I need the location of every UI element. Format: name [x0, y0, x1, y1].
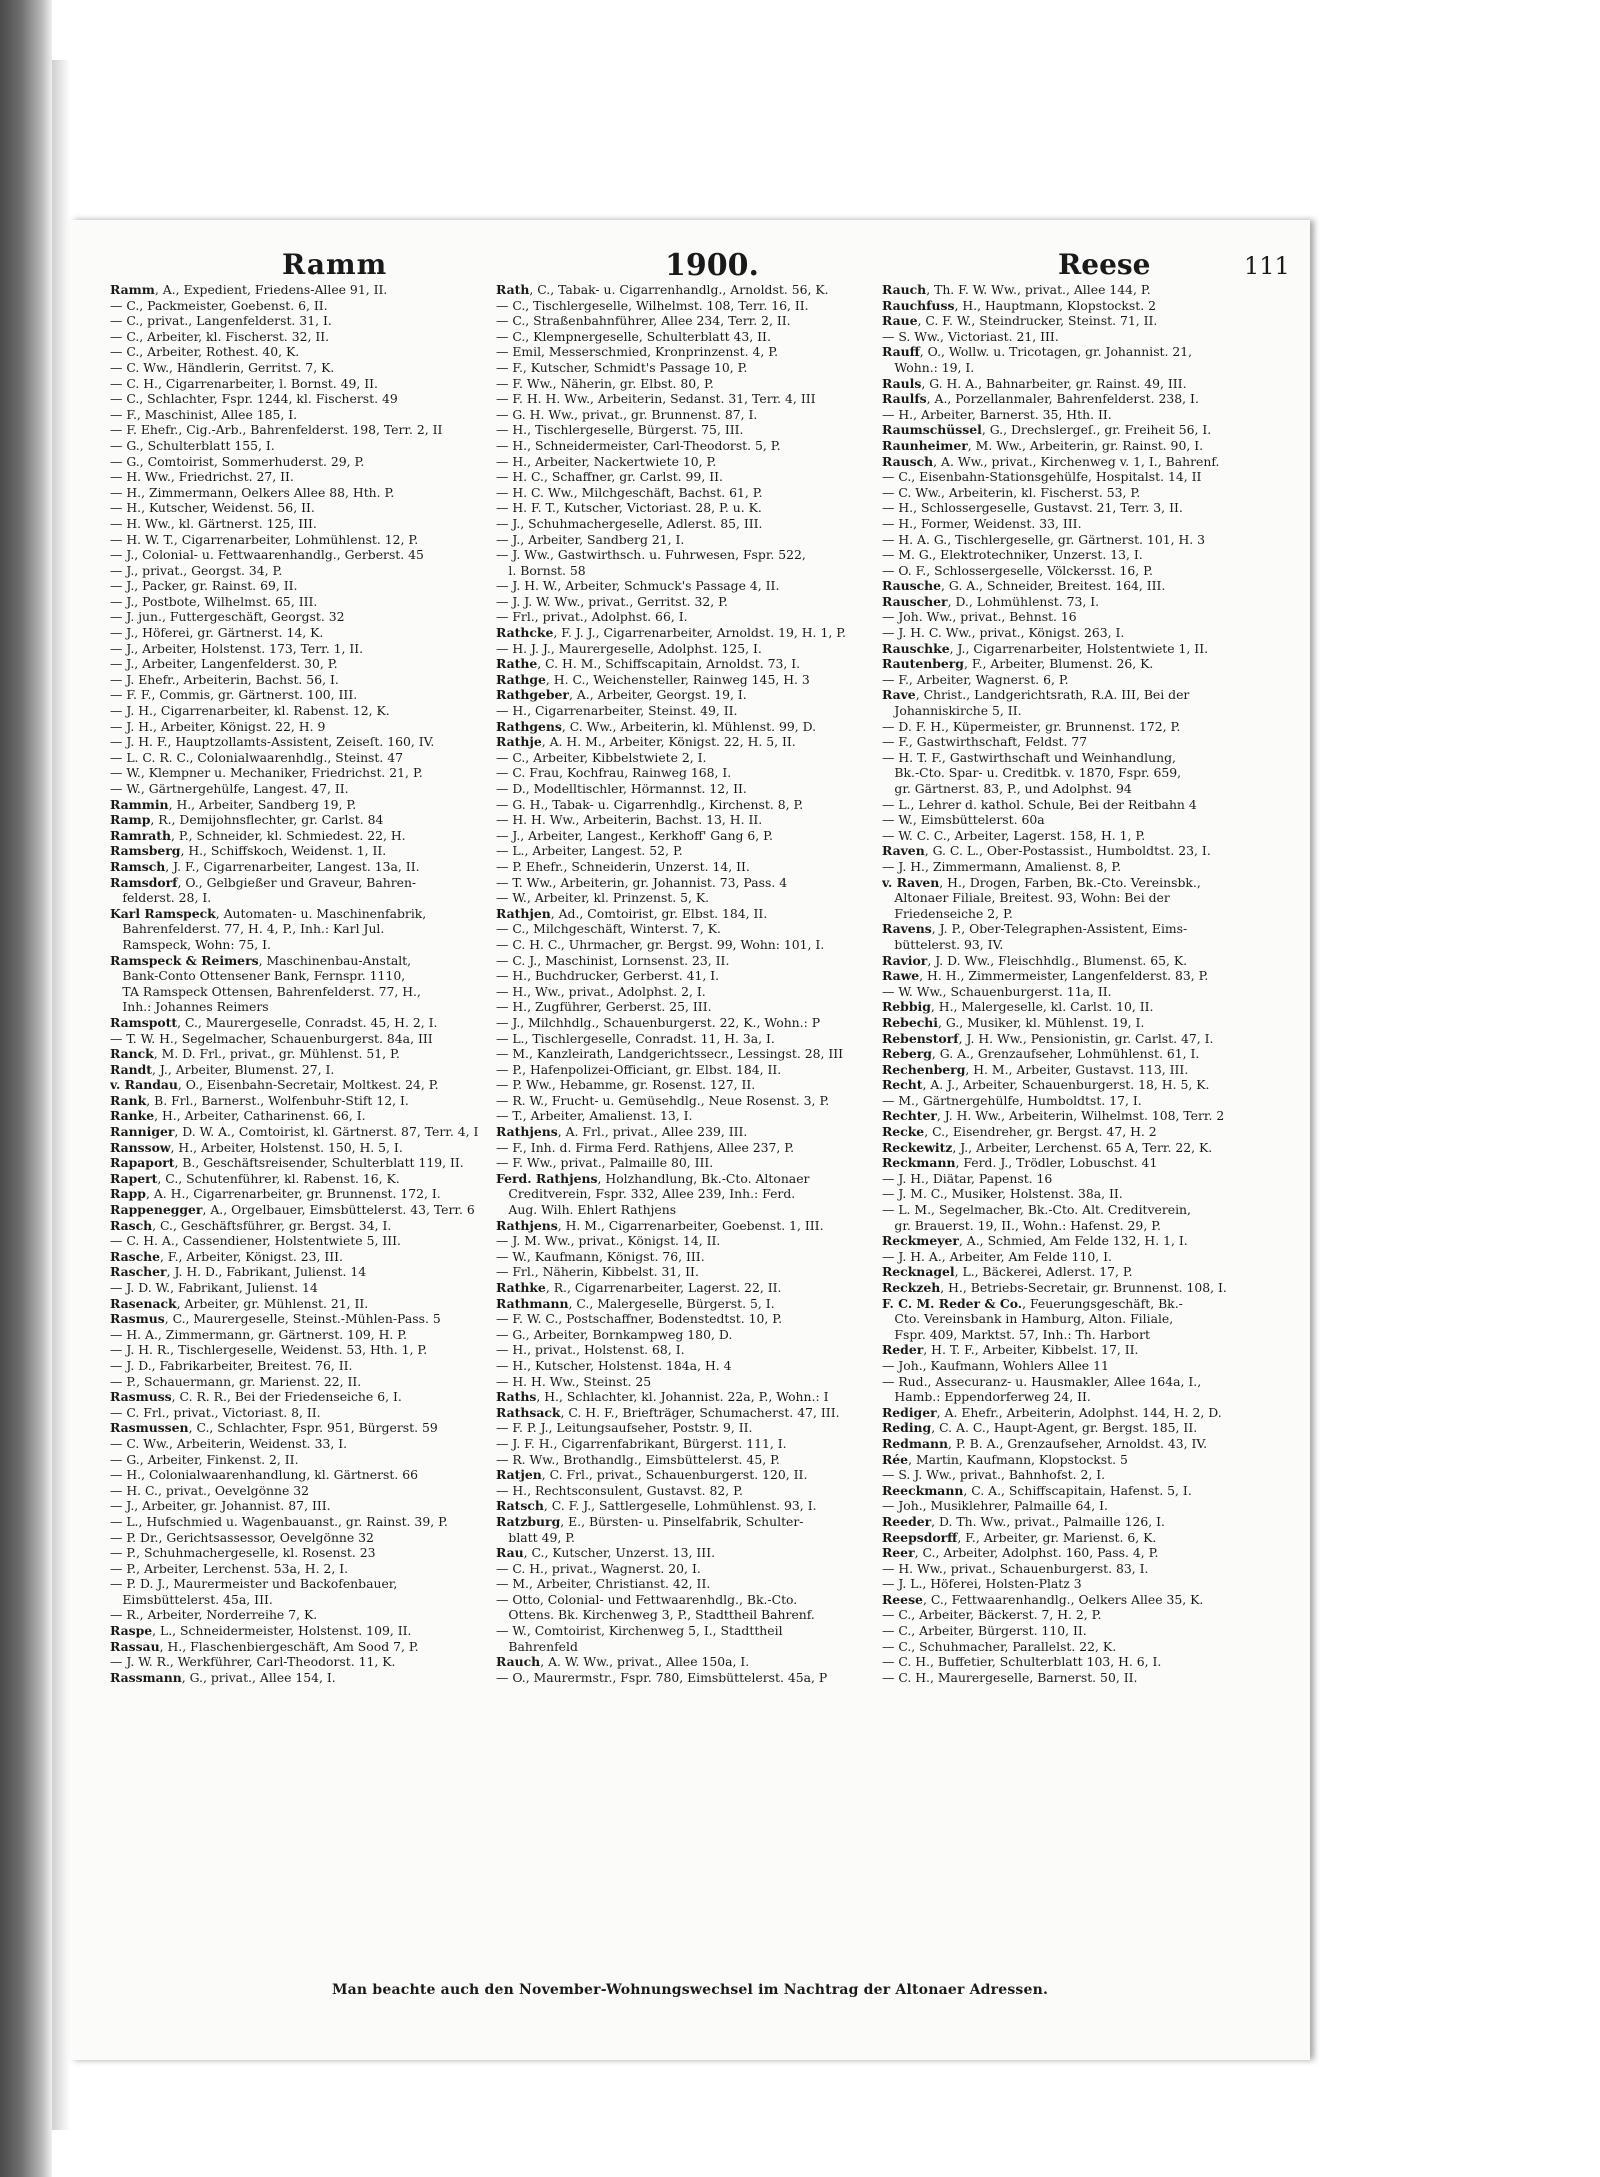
- directory-entry: Rammin, H., Arbeiter, Sandberg 19, P.: [110, 796, 357, 812]
- directory-entry: Ratjen, C. Frl., privat., Schauenburgerst. 120, II.: [496, 1467, 808, 1483]
- directory-entry: — J., Höferei, gr. Gärtnerst. 14, K.: [110, 625, 324, 641]
- directory-entry: — H. C. Ww., Milchgeschäft, Bachst. 61, P.: [496, 484, 763, 500]
- directory-entry: — H., Ww., privat., Adolphst. 2, I.: [496, 983, 706, 999]
- directory-entry: — G., Schulterblatt 155, I.: [110, 437, 275, 453]
- directory-entry: Rediger, A. Ehefr., Arbeiterin, Adolphst. 144, H. 2, D.: [882, 1404, 1222, 1420]
- directory-entry: Rathge, H. C., Weichensteller, Rainweg 145, H. 3: [496, 671, 810, 687]
- directory-entry: — H., Buchdrucker, Gerberst. 41, I.: [496, 968, 720, 984]
- directory-entry: Rauschke, J., Cigarrenarbeiter, Holstentwiete 1, II.: [882, 640, 1209, 656]
- directory-entry: Rauff, O., Wollw. u. Tricotagen, gr. Johannist. 21,: [882, 344, 1193, 360]
- directory-entry: — J., Colonial- u. Fettwaarenhandlg., Gerberst. 45: [110, 547, 424, 563]
- directory-entry: Rebenstorf, J. H. Ww., Pensionistin, gr. Carlst. 47, I.: [882, 1030, 1214, 1046]
- directory-entry: — L., Hufschmied u. Wagenbauanst., gr. Rainst. 39, P.: [110, 1513, 448, 1529]
- directory-entry: — C. Frl., privat., Victoriast. 8, II.: [110, 1404, 321, 1420]
- directory-entry: Reepsdorff, F., Arbeiter, gr. Marienst. 6, K.: [882, 1529, 1157, 1545]
- directory-entry: — C., Klempnergeselle, Schulterblatt 43, II.: [496, 328, 771, 344]
- directory-entry: Ratzburg, E., Bürsten- u. Pinselfabrik, Schulter-: [496, 1513, 804, 1529]
- directory-entry: — H. C., privat., Oevelgönne 32: [110, 1482, 310, 1498]
- directory-entry: Ranke, H., Arbeiter, Catharinenst. 66, I.: [110, 1108, 366, 1124]
- directory-entry: — L., Tischlergeselle, Conradst. 11, H. 3a, I.: [496, 1030, 775, 1046]
- directory-entry: Rebechi, G., Musiker, kl. Mühlenst. 19, I.: [882, 1014, 1145, 1030]
- directory-entry: Rank, B. Frl., Barnerst., Wolfenbuhr-Stift 12, I.: [110, 1092, 409, 1108]
- directory-entry: — H., privat., Holstenst. 68, I.: [496, 1342, 685, 1358]
- directory-entry: — W., Eimsbüttelerst. 60a: [882, 812, 1045, 828]
- directory-entry: gr. Brauerst. 19, II., Wohn.: Hafenst. 29, P.: [882, 1217, 1161, 1233]
- directory-entry: — J. H. R., Tischlergeselle, Weidenst. 53, Hth. 1, P.: [110, 1342, 428, 1358]
- directory-entry: — C. H., Cigarrenarbeiter, l. Bornst. 49, II.: [110, 375, 378, 391]
- directory-column-2: [496, 282, 874, 1972]
- directory-entry: — M., Gärtnergehülfe, Humboldtst. 17, I.: [882, 1092, 1142, 1108]
- directory-entry: — J. H. F., Hauptzollamts-Assistent, Zeiseſt. 160, IV.: [110, 734, 435, 750]
- directory-entry: Rauch, Th. F. W. Ww., privat., Allee 144, P.: [882, 282, 1151, 297]
- directory-entry: Cto. Vereinsbank in Hamburg, Alton. Filiale,: [882, 1311, 1174, 1327]
- directory-entry: Rathe, C. H. M., Schiffscapitain, Arnoldst. 73, I.: [496, 656, 801, 672]
- directory-entry: — F. W. C., Postschaffner, Bodenstedtst. 10, P.: [496, 1311, 783, 1327]
- directory-entry: Rappenegger, A., Orgelbauer, Eimsbüttelerst. 43, Terr. 6: [110, 1202, 475, 1218]
- directory-entry: Aug. Wilh. Ehlert Rathjens: [496, 1202, 677, 1218]
- directory-entry: — W., Comtoirist, Kirchenweg 5, I., Stadttheil: [496, 1623, 783, 1639]
- directory-entry: — G. H. Ww., privat., gr. Brunnenst. 87, I.: [496, 406, 758, 422]
- directory-entry: — L. M., Segelmacher, Bk.-Cto. Alt. Creditverein,: [882, 1202, 1191, 1218]
- directory-entry: Rathje, A. H. M., Arbeiter, Königst. 22, H. 5, II.: [496, 734, 796, 750]
- directory-entry: Rée, Martin, Kaufmann, Klopstockst. 5: [882, 1451, 1128, 1467]
- directory-entry: — C. Frau, Kochfrau, Rainweg 168, I.: [496, 765, 732, 781]
- directory-entry: — H., Arbeiter, Barnerst. 35, Hth. II.: [882, 406, 1112, 422]
- directory-entry: Ramsdorf, O., Gelbgießer und Graveur, Bahren-: [110, 874, 417, 890]
- directory-entry: Reckewitz, J., Arbeiter, Lerchenst. 65 A, Terr. 22, K.: [882, 1139, 1213, 1155]
- directory-entry: Karl Ramspeck, Automaten- u. Maschinenfabrik,: [110, 905, 427, 921]
- directory-entry: — M., Kanzleirath, Landgerichtssecr., Lessingst. 28, III: [496, 1046, 844, 1062]
- directory-entry: — M. G., Elektrotechniker, Unzerst. 13, I.: [882, 547, 1143, 563]
- directory-entry: Rathke, R., Cigarrenarbeiter, Lagerst. 22, II.: [496, 1280, 782, 1295]
- directory-entry: Ramsberg, H., Schiffskoch, Weidenst. 1, II.: [110, 843, 387, 859]
- directory-entry: — F., Kutscher, Schmidt's Passage 10, P.: [496, 359, 748, 375]
- directory-entry: — C., Arbeiter, Bäckerst. 7, H. 2, P.: [882, 1607, 1102, 1623]
- directory-entry: l. Bornst. 58: [496, 562, 586, 578]
- directory-entry: — L. C. R. C., Colonialwaarenhdlg., Steinst. 47: [110, 749, 404, 765]
- directory-entry: — G., Comtoirist, Sommerhuderst. 29, P.: [110, 453, 365, 469]
- directory-entry: — J. D. W., Fabrikant, Julienst. 14: [110, 1280, 318, 1295]
- directory-entry: Rathmann, C., Malergeselle, Bürgerst. 5, I.: [496, 1295, 775, 1311]
- directory-entry: Rauchfuss, H., Hauptmann, Klopstockst. 2: [882, 297, 1156, 313]
- directory-entry: — J., Arbeiter, Sandberg 21, I.: [496, 531, 685, 547]
- directory-entry: Bahrenfelderst. 77, H. 4, P., Inh.: Karl Jul.: [110, 921, 385, 937]
- directory-entry: Ramp, R., Demijohnsflechter, gr. Carlst. 84: [110, 812, 384, 828]
- directory-entry: Bahrenfeld: [496, 1638, 578, 1654]
- directory-entry: Inh.: Johannes Reimers: [110, 999, 269, 1015]
- directory-entry: — C. H. C., Uhrmacher, gr. Bergst. 99, Wohn: 101, I.: [496, 936, 825, 952]
- directory-entry: Ramspeck, Wohn: 75, I.: [110, 936, 271, 952]
- directory-entry: Rebbig, H., Malergeselle, kl. Carlst. 10, II.: [882, 999, 1154, 1015]
- directory-entry: — F. H. H. Ww., Arbeiterin, Sedanst. 31, Terr. 4, III: [496, 391, 816, 407]
- directory-entry: — C. Ww., Händlerin, Gerritst. 7, K.: [110, 359, 335, 375]
- directory-entry: — W. C. C., Arbeiter, Lagerst. 158, H. 1, P.: [882, 827, 1146, 843]
- directory-entry: Recknagel, L., Bäckerei, Adlerst. 17, P.: [882, 1264, 1133, 1280]
- directory-entry: Reese, C., Fettwaarenhandlg., Oelkers Allee 35, K.: [882, 1591, 1204, 1607]
- directory-entry: Johanniskirche 5, II.: [882, 703, 1022, 719]
- directory-entry: Raunheimer, M. Ww., Arbeiterin, gr. Rainst. 90, I.: [882, 437, 1204, 453]
- directory-entry: — R. Ww., Brothandlg., Eimsbüttelerst. 45, P.: [496, 1451, 780, 1467]
- directory-entry: — H., Colonialwaarenhandlung, kl. Gärtnerst. 66: [110, 1467, 418, 1483]
- directory-entry: — H. Ww., Friedrichst. 27, II.: [110, 469, 294, 485]
- directory-entry: Reding, C. A. C., Haupt-Agent, gr. Bergst. 185, II.: [882, 1420, 1198, 1436]
- header-right-keyword: Reese: [1058, 248, 1151, 281]
- directory-entry: — P., Schuhmachergeselle, kl. Rosenst. 23: [110, 1545, 376, 1561]
- book-spine-edge: [0, 0, 52, 2177]
- directory-entry: — H., Rechtsconsulent, Gustavst. 82, P.: [496, 1482, 743, 1498]
- directory-entry: — J. L., Höferei, Holsten-Platz 3: [882, 1576, 1082, 1592]
- directory-entry: — J., Schuhmachergeselle, Adlerst. 85, III.: [496, 515, 763, 531]
- directory-entry: — C., Arbeiter, kl. Fischerst. 32, II.: [110, 328, 330, 344]
- directory-entry: — C. Ww., Arbeiterin, kl. Fischerst. 53, P.: [882, 484, 1141, 500]
- directory-entry: — F. Ww., privat., Palmaille 80, III.: [496, 1155, 714, 1171]
- directory-entry: — J. H., Arbeiter, Königst. 22, H. 9: [110, 718, 326, 734]
- directory-entry: — J. jun., Futtergeschäft, Georgst. 32: [110, 609, 345, 625]
- directory-entry: — J. M. Ww., privat., Königst. 14, II.: [496, 1233, 721, 1249]
- directory-entry: — Frl., privat., Adolphst. 66, I.: [496, 609, 688, 625]
- directory-entry: — C., Tischlergeselle, Wilhelmst. 108, Terr. 16, II.: [496, 297, 809, 313]
- directory-entry: — W., Gärtnergehülfe, Langest. 47, II.: [110, 781, 349, 796]
- directory-entry: — Rud., Assecuranz- u. Hausmakler, Allee 164a, I.,: [882, 1373, 1202, 1389]
- directory-entry: — C. H., Maurergeselle, Barnerst. 50, II.: [882, 1669, 1138, 1685]
- directory-entry: Rathgeber, A., Arbeiter, Georgst. 19, I.: [496, 687, 747, 703]
- directory-entry: Raths, H., Schlachter, kl. Johannist. 22a, P., Wohn.: I: [496, 1389, 829, 1405]
- directory-entry: — D. F. H., Küpermeister, gr. Brunnenst. 172, P.: [882, 718, 1181, 734]
- directory-entry: Ravior, J. D. Ww., Fleischhdlg., Blumenst. 65, K.: [882, 952, 1188, 968]
- directory-entry: — H. W. T., Cigarrenarbeiter, Lohmühlenst. 12, P.: [110, 531, 419, 547]
- directory-entry: Rasenack, Arbeiter, gr. Mühlenst. 21, II.: [110, 1295, 369, 1311]
- directory-entry: — J. H., Zimmermann, Amalienst. 8, P.: [882, 858, 1122, 874]
- directory-entry: Raspe, L., Schneidermeister, Holstenst. 109, II.: [110, 1623, 412, 1639]
- header-year: 1900.: [665, 248, 759, 283]
- directory-entry: Bank-Conto Ottensener Bank, Fernspr. 1110,: [110, 968, 406, 984]
- directory-entry: Reckmeyer, A., Schmied, Am Felde 132, H. 1, I.: [882, 1233, 1188, 1249]
- directory-entry: — F. Ehefr., Cig.-Arb., Bahrenfelderst. 198, Terr. 2, II: [110, 422, 443, 438]
- directory-entry: Rasmussen, C., Schlachter, Fspr. 951, Bürgerst. 59: [110, 1420, 438, 1436]
- directory-entry: — O., Maurermstr., Fspr. 780, Eimsbüttelerst. 45a, P: [496, 1669, 828, 1685]
- directory-entry: Rauscher, D., Lohmühlenst. 73, I.: [882, 593, 1100, 609]
- directory-entry: — P. Ww., Hebamme, gr. Rosenst. 127, II.: [496, 1077, 756, 1093]
- directory-entry: — J. H. A., Arbeiter, Am Felde 110, I.: [882, 1248, 1112, 1264]
- directory-entry: Rasch, C., Geschäftsführer, gr. Bergst. 34, I.: [110, 1217, 392, 1233]
- directory-column-3: [882, 282, 1260, 1972]
- directory-entry: Rechenberg, H. M., Arbeiter, Gustavst. 113, III.: [882, 1061, 1189, 1077]
- directory-entry: — P. D. J., Maurermeister und Backofenbauer,: [110, 1576, 398, 1592]
- directory-entry: Rau, C., Kutscher, Unzerst. 13, III.: [496, 1545, 716, 1561]
- directory-entry: — R. W., Frucht- u. Gemüsehdlg., Neue Rosenst. 3, P.: [496, 1092, 830, 1108]
- directory-entry: Reckmann, Ferd. J., Trödler, Lobuschst. 41: [882, 1155, 1158, 1171]
- directory-entry: — F. Ww., Näherin, gr. Elbst. 80, P.: [496, 375, 714, 391]
- directory-entry: Altonaer Filiale, Breitest. 93, Wohn: Bei der: [882, 890, 1170, 906]
- directory-entry: Ottens. Bk. Kirchenweg 3, P., Stadttheil Bahrenf.: [496, 1607, 815, 1623]
- directory-entry: — C., Arbeiter, Kibbelstwiete 2, I.: [496, 749, 707, 765]
- directory-entry: — H. T. F., Gastwirthschaft und Weinhandlung,: [882, 749, 1176, 765]
- directory-entry: Rauch, A. W. Ww., privat., Allee 150a, I.: [496, 1654, 750, 1670]
- directory-entry: Fspr. 409, Marktst. 57, Inh.: Th. Harbort: [882, 1326, 1151, 1342]
- directory-entry: — L., Lehrer d. kathol. Schule, Bei der Reitbahn 4: [882, 796, 1197, 812]
- directory-entry: Rapaport, B., Geschäftsreisender, Schulterblatt 119, II.: [110, 1155, 464, 1171]
- directory-entry: — H., Tischlergeselle, Bürgerst. 75, III.: [496, 422, 744, 438]
- directory-entry: — P., Arbeiter, Lerchenst. 53a, H. 2, I.: [110, 1560, 349, 1576]
- directory-entry: Ramspott, C., Maurergeselle, Conradst. 45, H. 2, I.: [110, 1014, 438, 1030]
- header-left-keyword: Ramm: [282, 248, 388, 281]
- directory-entry: — J. F. H., Cigarrenfabrikant, Bürgerst. 111, I.: [496, 1435, 787, 1451]
- directory-entry: — C. J., Maschinist, Lornsenst. 23, II.: [496, 952, 730, 968]
- directory-entry: Rechter, J. H. Ww., Arbeiterin, Wilhelmst. 108, Terr. 2: [882, 1108, 1225, 1124]
- directory-entry: — P. Ehefr., Schneiderin, Unzerst. 14, II.: [496, 858, 750, 874]
- directory-entry: — J. H. W., Arbeiter, Schmuck's Passage 4, II.: [496, 578, 780, 594]
- directory-entry: Friedenseiche 2, P.: [882, 905, 1013, 921]
- directory-entry: Bk.-Cto. Spar- u. Creditbk. v. 1870, Fspr. 659,: [882, 765, 1182, 781]
- directory-entry: — H. H. Ww., Steinst. 25: [496, 1373, 652, 1389]
- directory-entry: — H., Schlossergeselle, Gustavst. 21, Terr. 3, II.: [882, 500, 1183, 516]
- directory-entry: — C. H., Buffetier, Schulterblatt 103, H. 6, I.: [882, 1654, 1162, 1670]
- directory-entry: — J., Milchhdlg., Schauenburgerst. 22, K., Wohn.: P: [496, 1014, 821, 1030]
- directory-entry: — H., Arbeiter, Nackertwiete 10, P.: [496, 453, 717, 469]
- directory-entry: — H., Zugführer, Gerberst. 25, III.: [496, 999, 712, 1015]
- directory-entry: — R., Arbeiter, Norderreihe 7, K.: [110, 1607, 318, 1623]
- directory-entry: Creditverein, Fspr. 332, Allee 239, Inh.: Ferd.: [496, 1186, 796, 1202]
- directory-entry: Rapert, C., Schutenführer, kl. Rabenst. 16, K.: [110, 1170, 400, 1186]
- directory-entry: Recht, A. J., Arbeiter, Schauenburgerst. 18, H. 5, K.: [882, 1077, 1210, 1093]
- directory-entry: — W., Arbeiter, kl. Prinzenst. 5, K.: [496, 890, 710, 906]
- directory-entry: Ramm, A., Expedient, Friedens-Allee 91, II.: [110, 282, 388, 297]
- directory-entry: Rautenberg, F., Arbeiter, Blumenst. 26, K.: [882, 656, 1154, 672]
- directory-entry: — L., Arbeiter, Langest. 52, P.: [496, 843, 683, 859]
- directory-entry: — H., Schneidermeister, Carl-Theodorst. 5, P.: [496, 437, 781, 453]
- directory-entry: — J., Arbeiter, Langenfelderst. 30, P.: [110, 656, 338, 672]
- directory-entry: — C., Arbeiter, Bürgerst. 110, II.: [882, 1623, 1087, 1639]
- directory-entry: — C., Milchgeschäft, Winterst. 7, K.: [496, 921, 721, 937]
- directory-entry: felderst. 28, I.: [110, 890, 212, 906]
- directory-entry: Randt, J., Arbeiter, Blumenst. 27, I.: [110, 1061, 335, 1077]
- directory-entry: F. C. M. Reder & Co., Feuerungsgeschäft, Bk.-: [882, 1295, 1183, 1311]
- directory-entry: Recke, C., Eisendreher, gr. Bergst. 47, H. 2: [882, 1124, 1157, 1140]
- directory-entry: Rathjens, H. M., Cigarrenarbeiter, Goebenst. 1, III.: [496, 1217, 824, 1233]
- directory-entry: — C., Schlachter, Fspr. 1244, kl. Fischerst. 49: [110, 391, 398, 407]
- directory-entry: — F., Arbeiter, Wagnerst. 6, P.: [882, 671, 1069, 687]
- directory-entry: Rath, C., Tabak- u. Cigarrenhandlg., Arnoldst. 56, K.: [496, 282, 829, 297]
- directory-entry: Rassmann, G., privat., Allee 154, I.: [110, 1669, 336, 1685]
- directory-entry: — Frl., Näherin, Kibbelst. 31, II.: [496, 1264, 699, 1280]
- directory-entry: — F. P. J., Leitungsaufseher, Poststr. 9, II.: [496, 1420, 753, 1436]
- directory-entry: — J., Packer, gr. Rainst. 69, II.: [110, 578, 298, 594]
- directory-entry: — Joh., Musiklehrer, Palmaille 64, I.: [882, 1498, 1108, 1514]
- directory-entry: Rave, Christ., Landgerichtsrath, R.A. III, Bei der: [882, 687, 1190, 703]
- directory-entry: Reer, C., Arbeiter, Adolphst. 160, Pass. 4, P.: [882, 1545, 1159, 1561]
- directory-entry: — P. Dr., Gerichtsassessor, Oevelgönne 32: [110, 1529, 374, 1545]
- directory-entry: — G., Arbeiter, Bornkampweg 180, D.: [496, 1326, 733, 1342]
- directory-entry: v. Randau, O., Eisenbahn-Secretair, Moltkest. 24, P.: [110, 1077, 439, 1093]
- directory-entry: — Joh. Ww., privat., Behnst. 16: [882, 609, 1077, 625]
- directory-entry: — J., privat., Georgst. 34, P.: [110, 562, 283, 578]
- directory-entry: Rathjen, Ad., Comtoirist, gr. Elbst. 184, II.: [496, 905, 768, 921]
- directory-entry: — H., Kutscher, Weidenst. 56, II.: [110, 500, 315, 516]
- directory-entry: — J. Ww., Gastwirthsch. u. Fuhrwesen, Fspr. 522,: [496, 547, 806, 563]
- directory-entry: — J. M. C., Musiker, Holstenst. 38a, II.: [882, 1186, 1123, 1202]
- directory-entry: Rasmus, C., Maurergeselle, Steinst.-Mühlen-Pass. 5: [110, 1311, 441, 1327]
- directory-entry: — O. F., Schlossergeselle, Völckersst. 16, P.: [882, 562, 1153, 578]
- directory-entry: — F., Inh. d. Firma Ferd. Rathjens, Allee 237, P.: [496, 1139, 795, 1155]
- directory-entry: — F., Gastwirthschaft, Feldst. 77: [882, 734, 1088, 750]
- directory-entry: Rapp, A. H., Cigarrenarbeiter, gr. Brunnenst. 172, I.: [110, 1186, 441, 1202]
- directory-entry: Redmann, P. B. A., Grenzaufseher, Arnoldst. 43, IV.: [882, 1435, 1208, 1451]
- directory-entry: Ranssow, H., Arbeiter, Holstenst. 150, H. 5, I.: [110, 1139, 403, 1155]
- directory-entry: Rausche, G. A., Schneider, Breitest. 164, III.: [882, 578, 1166, 594]
- directory-entry: Rasmuss, C. R. R., Bei der Friedenseiche 6, I.: [110, 1389, 402, 1405]
- directory-entry: — Emil, Messerschmied, Kronprinzenst. 4, P.: [496, 344, 779, 360]
- directory-entry: Rathjens, A. Frl., privat., Allee 239, III.: [496, 1124, 748, 1140]
- directory-entry: Rawe, H. H., Zimmermeister, Langenfelderst. 83, P.: [882, 968, 1209, 984]
- directory-entry: — H. H. Ww., Arbeiterin, Bachst. 13, H. II.: [496, 812, 763, 828]
- directory-entry: TA Ramspeck Ottensen, Bahrenfelderst. 77, H.,: [110, 983, 421, 999]
- directory-entry: Reberg, G. A., Grenzaufseher, Lohmühlenst. 61, I.: [882, 1046, 1200, 1062]
- directory-entry: — P., Schauermann, gr. Marienst. 22, II.: [110, 1373, 362, 1389]
- directory-entry: Ferd. Rathjens, Holzhandlung, Bk.-Cto. Altonaer: [496, 1170, 810, 1186]
- directory-entry: Reeder, D. Th. Ww., privat., Palmaille 126, I.: [882, 1513, 1165, 1529]
- directory-entry: — S. Ww., Victoriast. 21, III.: [882, 328, 1059, 344]
- directory-entry: — F. F., Commis, gr. Gärtnerst. 100, III.: [110, 687, 358, 703]
- directory-entry: — C. H. A., Cassendiener, Holstentwiete 5, III.: [110, 1233, 401, 1249]
- directory-entry: gr. Gärtnerst. 83, P., und Adolphst. 94: [882, 781, 1132, 796]
- directory-entry: — J., Arbeiter, Langest., Kerkhoff' Gang 6, P.: [496, 827, 773, 843]
- directory-entry: — T., Arbeiter, Amalienst. 13, I.: [496, 1108, 693, 1124]
- directory-entry: Rascher, J. H. D., Fabrikant, Julienst. 14: [110, 1264, 367, 1280]
- directory-entry: Rasche, F., Arbeiter, Königst. 23, III.: [110, 1248, 343, 1264]
- directory-entry: Reeckmann, C. A., Schiffscapitain, Hafenst. 5, I.: [882, 1482, 1192, 1498]
- directory-entry: Wohn.: 19, I.: [882, 359, 975, 375]
- directory-entry: Reder, H. T. F., Arbeiter, Kibbelst. 17, II.: [882, 1342, 1139, 1358]
- directory-entry: — Joh., Kaufmann, Wohlers Allee 11: [882, 1357, 1109, 1373]
- directory-entry: — F., Maschinist, Allee 185, I.: [110, 406, 298, 422]
- directory-entry: — D., Modelltischler, Hörmannst. 12, II.: [496, 781, 747, 796]
- directory-entry: — T. Ww., Arbeiterin, gr. Johannist. 73, Pass. 4: [496, 874, 788, 890]
- directory-entry: Ranniger, D. W. A., Comtoirist, kl. Gärtnerst. 87, Terr. 4, I: [110, 1124, 479, 1140]
- directory-entry: — J. D., Fabrikarbeiter, Breitest. 76, II.: [110, 1357, 353, 1373]
- page-number: 111: [1244, 252, 1290, 280]
- footer-notice: Man beachte auch den November-Wohnungswechsel im Nachtrag der Altonaer Adressen.: [331, 1982, 1049, 1998]
- directory-entry: Ramspeck & Reimers, Maschinenbau-Anstalt,: [110, 952, 412, 968]
- directory-entry: — C. Ww., Arbeiterin, Weidenst. 33, I.: [110, 1435, 348, 1451]
- directory-entry: — G. H., Tabak- u. Cigarrenhdlg., Kirchenst. 8, P.: [496, 796, 804, 812]
- directory-entry: Eimsbüttelerst. 45a, III.: [110, 1591, 273, 1607]
- directory-entry: — H. Ww., privat., Schauenburgerst. 83, I.: [882, 1560, 1149, 1576]
- directory-entry: — W., Klempner u. Mechaniker, Friedrichst. 21, P.: [110, 765, 423, 781]
- directory-entry: — J., Arbeiter, Holstenst. 173, Terr. 1, II.: [110, 640, 364, 656]
- directory-column-1: [110, 282, 488, 1972]
- directory-entry: — J. H., Cigarrenarbeiter, kl. Rabenst. 12, K.: [110, 703, 390, 719]
- directory-entry: Rathsack, C. H. F., Briefträger, Schumacherst. 47, III.: [496, 1404, 840, 1420]
- directory-entry: — S. J. Ww., privat., Bahnhofst. 2, I.: [882, 1467, 1106, 1483]
- directory-entry: — W., Kaufmann, Königst. 76, III.: [496, 1248, 705, 1264]
- directory-entry: — H. J. J., Maurergeselle, Adolphst. 125, I.: [496, 640, 762, 656]
- directory-entry: — H., Cigarrenarbeiter, Steinst. 49, II.: [496, 703, 738, 719]
- directory-entry: — C., Eisenbahn-Stationsgehülfe, Hospitalst. 14, II: [882, 469, 1202, 485]
- directory-entry: Reckzeh, H., Betriebs-Secretair, gr. Brunnenst. 108, I.: [882, 1280, 1227, 1295]
- directory-entry: Raven, G. C. L., Ober-Postassist., Humboldtst. 23, I.: [882, 843, 1211, 859]
- directory-entry: — Otto, Colonial- und Fettwaarenhdlg., Bk.-Cto.: [496, 1591, 798, 1607]
- page-shadow: [52, 60, 70, 2130]
- directory-entry: — C. H., privat., Wagnerst. 20, I.: [496, 1560, 701, 1576]
- directory-entry: — H. Ww., kl. Gärtnerst. 125, III.: [110, 515, 317, 531]
- directory-entry: Rassau, H., Flaschenbiergeschäft, Am Sood 7, P.: [110, 1638, 419, 1654]
- directory-entry: Ratsch, C. F. J., Sattlergeselle, Lohmühlenst. 93, I.: [496, 1498, 817, 1514]
- directory-entry: — C., Packmeister, Goebenst. 6, II.: [110, 297, 328, 313]
- directory-entry: — H. A., Zimmermann, gr. Gärtnerst. 109, H. P.: [110, 1326, 408, 1342]
- directory-entry: — W. Ww., Schauenburgerst. 11a, II.: [882, 983, 1112, 999]
- directory-entry: büttelerst. 93, IV.: [882, 936, 1004, 952]
- directory-entry: — H., Former, Weidenst. 33, III.: [882, 515, 1082, 531]
- directory-entry: — M., Arbeiter, Christianst. 42, II.: [496, 1576, 711, 1592]
- directory-entry: — H., Kutscher, Holstenst. 184a, H. 4: [496, 1357, 732, 1373]
- directory-entry: — C., Schuhmacher, Parallelst. 22, K.: [882, 1638, 1117, 1654]
- directory-entry: Ranck, M. D. Frl., privat., gr. Mühlenst. 51, P.: [110, 1046, 400, 1062]
- directory-entry: Hamb.: Eppendorferweg 24, II.: [882, 1389, 1091, 1405]
- directory-entry: Raumschüssel, G., Drechslergeſ., gr. Freiheit 56, I.: [882, 422, 1212, 438]
- directory-entry: — C., Arbeiter, Rothest. 40, K.: [110, 344, 300, 360]
- directory-entry: blatt 49, P.: [496, 1529, 575, 1545]
- directory-entry: — G., Arbeiter, Finkenst. 2, II.: [110, 1451, 299, 1467]
- directory-entry: — H. A. G., Tischlergeselle, gr. Gärtnerst. 101, H. 3: [882, 531, 1206, 547]
- directory-entry: Rausch, A. Ww., privat., Kirchenweg v. 1, I., Bahrenf.: [882, 453, 1220, 469]
- directory-entry: — H. F. T., Kutscher, Victoriast. 28, P. u. K.: [496, 500, 762, 516]
- directory-entry: — C., Straßenbahnführer, Allee 234, Terr. 2, II.: [496, 313, 791, 329]
- directory-entry: Rathcke, F. J. J., Cigarrenarbeiter, Arnoldst. 19, H. 1, P.: [496, 625, 846, 641]
- directory-entry: Ramsch, J. F., Cigarrenarbeiter, Langest. 13a, II.: [110, 858, 420, 874]
- directory-entry: — J. Ehefr., Arbeiterin, Bachst. 56, I.: [110, 671, 339, 687]
- directory-entry: Rathgens, C. Ww., Arbeiterin, kl. Mühlenst. 99, D.: [496, 718, 817, 734]
- directory-entry: Ravens, J. P., Ober-Telegraphen-Assistent, Eims-: [882, 921, 1188, 937]
- directory-entry: v. Raven, H., Drogen, Farben, Bk.-Cto. Vereinsbk.,: [882, 874, 1201, 890]
- directory-entry: — H., Zimmermann, Oelkers Allee 88, Hth. P.: [110, 484, 395, 500]
- directory-entry: — J. H. C. Ww., privat., Königst. 263, I.: [882, 625, 1125, 641]
- directory-entry: — H. C., Schaffner, gr. Carlst. 99, II.: [496, 469, 723, 485]
- directory-entry: Raulfs, A., Porzellanmaler, Bahrenfelderst. 238, I.: [882, 391, 1199, 407]
- directory-entry: — J., Postbote, Wilhelmst. 65, III.: [110, 593, 318, 609]
- directory-entry: — P., Hafenpolizei-Officiant, gr. Elbst. 184, II.: [496, 1061, 782, 1077]
- directory-entry: Raue, C. F. W., Steindrucker, Steinst. 71, II.: [882, 313, 1158, 329]
- directory-entry: — J. J. W. Ww., privat., Gerritst. 32, P.: [496, 593, 728, 609]
- directory-columns: [110, 282, 1270, 1972]
- directory-entry: — J. W. R., Werkführer, Carl-Theodorst. 11, K.: [110, 1654, 396, 1670]
- directory-entry: — C., privat., Langenfelderst. 31, I.: [110, 313, 332, 329]
- directory-entry: Rauls, G. H. A., Bahnarbeiter, gr. Rainst. 49, III.: [882, 375, 1187, 391]
- directory-entry: — J., Arbeiter, gr. Johannist. 87, III.: [110, 1498, 331, 1514]
- directory-entry: — T. W. H., Segelmacher, Schauenburgerst. 84a, III: [110, 1030, 433, 1046]
- directory-entry: Ramrath, P., Schneider, kl. Schmiedest. 22, H.: [110, 827, 406, 843]
- directory-entry: — J. H., Diätar, Papenst. 16: [882, 1170, 1053, 1186]
